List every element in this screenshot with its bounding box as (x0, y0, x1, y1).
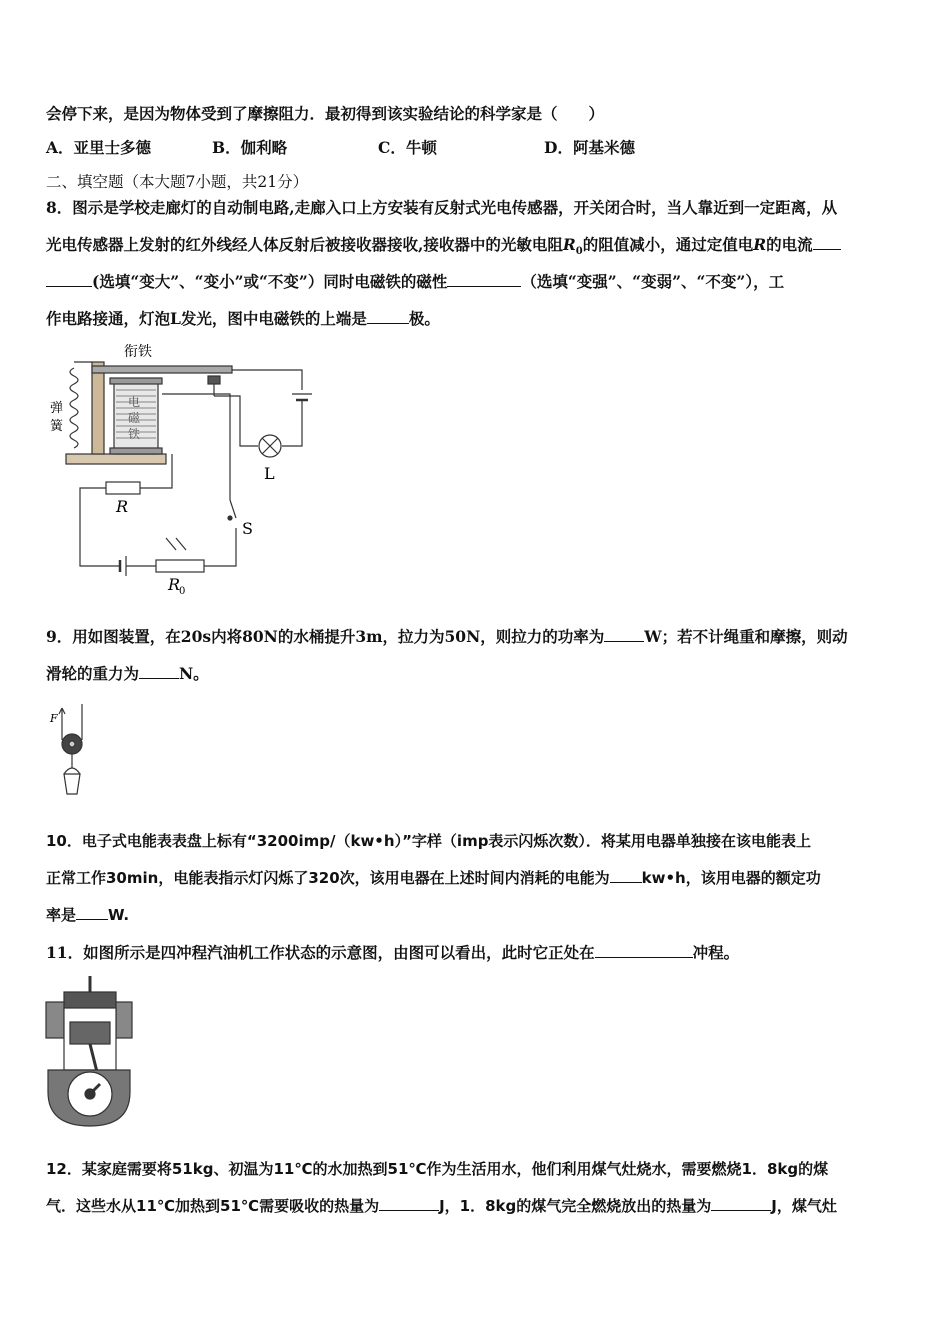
q9-pulley-figure (46, 704, 96, 804)
label-magnet-3: 铁 (128, 427, 141, 441)
label-photo: R (168, 575, 181, 594)
label-magnet-1: 电 (128, 395, 141, 409)
section-heading: 二、填空题（本大题7小题，共21分） (46, 173, 309, 191)
q8-line2 (46, 233, 841, 257)
q12-blank1[interactable] (379, 1196, 439, 1211)
q8-circuit-figure (44, 338, 334, 598)
q12-line2 (46, 1195, 837, 1216)
light-arrow1 (166, 538, 176, 550)
resistor-r (106, 482, 140, 494)
armature (92, 366, 232, 373)
bucket-handle (64, 768, 80, 774)
q10-line3-a: 率是 (46, 906, 77, 924)
q9-line2 (46, 662, 209, 684)
label-spring-1: 弹 (50, 401, 64, 416)
q10-line2 (46, 867, 821, 888)
q11-line1-a: 11．如图所示是四冲程汽油机工作状态的示意图，由图可以看出，此时它正处在 (46, 943, 595, 962)
q8-blank1-end[interactable] (46, 272, 92, 287)
q8-blank2[interactable] (447, 272, 521, 287)
q7-option-b[interactable]: B．伽利略 (212, 138, 288, 157)
relay-base (66, 454, 166, 464)
bucket (64, 774, 80, 794)
q10-line2-a: 正常工作30min，电能表指示灯闪烁了320次，该用电器在上述时间内消耗的电能为 (46, 869, 610, 887)
label-switch: S (242, 519, 253, 538)
q9-line1-b: W；若不计绳重和摩擦，则动 (644, 627, 848, 646)
q11-blank1[interactable] (595, 943, 693, 958)
relay-post (92, 362, 104, 454)
q9-line2-b: N。 (179, 664, 209, 683)
q7-option-a[interactable]: A．亚里士多德 (46, 138, 152, 157)
q7-tail: 会停下来，是因为物体受到了摩擦阻力．最初得到该实验结论的科学家是（ ） (46, 104, 605, 123)
q8-line3-b: （选填“变强”、“变弱”、“不变”），工 (521, 272, 785, 291)
wire-right (282, 400, 302, 446)
label-magnet-2: 磁 (128, 411, 141, 425)
q12-line2-b: J，1．8kg的煤气完全燃烧放出的热量为 (439, 1197, 712, 1215)
q7-option-c[interactable]: C．牛顿 (378, 138, 437, 157)
q8-line2-a: 光电传感器上发射的红外线经人体反射后被接收器接收,接收器中的光敏电阻 (46, 235, 563, 254)
q8-blank1-start[interactable] (813, 235, 841, 250)
q12-line2-c: J，煤气灶 (771, 1197, 837, 1215)
wire-switch (204, 528, 236, 566)
switch-arm (230, 500, 236, 518)
q9-line1 (46, 625, 848, 647)
q8-line3-a: (选填“变大”、“变小”或“不变”）同时电磁铁的磁性 (92, 272, 448, 291)
photoresistor (156, 560, 204, 572)
q12-line2-a: 气．这些水从11℃加热到51℃需要吸收的热量为 (46, 1197, 380, 1215)
q8-line4-b: 极。 (408, 309, 440, 328)
pulley-axle (69, 741, 75, 747)
label-armature: 衔铁 (124, 344, 152, 360)
intake-port (46, 1002, 64, 1038)
q10-line3-b: W. (108, 906, 130, 924)
wire-lamp (214, 396, 258, 446)
label-lamp: L (264, 464, 275, 483)
wire-left (80, 488, 120, 566)
q8-line3 (46, 270, 784, 292)
q9-line1-a: 9．用如图装置，在20s内将80N的水桶提升3m，拉力为50N，则拉力的功率为 (46, 627, 605, 646)
q9-blank2[interactable] (139, 664, 179, 679)
q10-line3 (46, 904, 129, 925)
label-force: F (50, 712, 58, 725)
exhaust-port (116, 1002, 132, 1038)
wire-top (232, 370, 302, 390)
q12-line1: 12．某家庭需要将51kg、初温为11℃的水加热到51℃作为生活用水，他们利用煤气灶烧水，需要燃烧1．8kg的煤 (46, 1160, 829, 1178)
label-resistor: R (116, 497, 129, 516)
q12-blank2[interactable] (711, 1196, 771, 1211)
q8-r0-sub: 0 (575, 246, 583, 258)
cylinder-head (64, 992, 116, 1008)
q10-blank1[interactable] (610, 868, 642, 883)
switch-pivot (228, 516, 232, 520)
q7-option-d[interactable]: D．阿基米德 (544, 138, 635, 157)
label-spring-2: 簧 (50, 419, 64, 434)
q8-r-label: R (753, 235, 767, 254)
spring-coil (70, 368, 78, 448)
q8-line4-a: 作电路接通，灯泡L发光，图中电磁铁的上端是 (46, 309, 367, 328)
q8-line1: 8．图示是学校走廊灯的自动制电路,走廊入口上方安装有反射式光电传感器，开关闭合时，当人靠近到一定距离，从 (46, 198, 838, 217)
q10-line1: 10．电子式电能表表盘上标有“3200imp/（kw•h）”字样（imp表示闪烁次数）．将某用电器单独接在该电能表上 (46, 832, 811, 850)
q8-line4 (46, 307, 440, 329)
magnet-cap-top (110, 378, 162, 384)
q8-r0-label: R (562, 235, 576, 254)
q10-line2-b: kw•h，该用电器的额定功 (641, 869, 821, 887)
label-photo-sub: 0 (179, 586, 186, 597)
q11-engine-figure (44, 972, 134, 1130)
q9-blank1[interactable] (604, 627, 644, 642)
q11-line1-b: 冲程。 (692, 943, 740, 962)
q8-line2-b: 的阻值减小，通过定值电 (582, 235, 754, 254)
q11-line1 (46, 941, 739, 963)
light-arrow2 (176, 538, 186, 550)
q8-line2-c: 的电流 (766, 235, 813, 254)
q9-line2-a: 滑轮的重力为 (46, 664, 140, 683)
contact (208, 376, 220, 384)
magnet-cap-bottom (110, 448, 162, 454)
q8-blank3[interactable] (367, 309, 409, 324)
q10-blank2[interactable] (76, 905, 108, 920)
piston (70, 1022, 110, 1044)
